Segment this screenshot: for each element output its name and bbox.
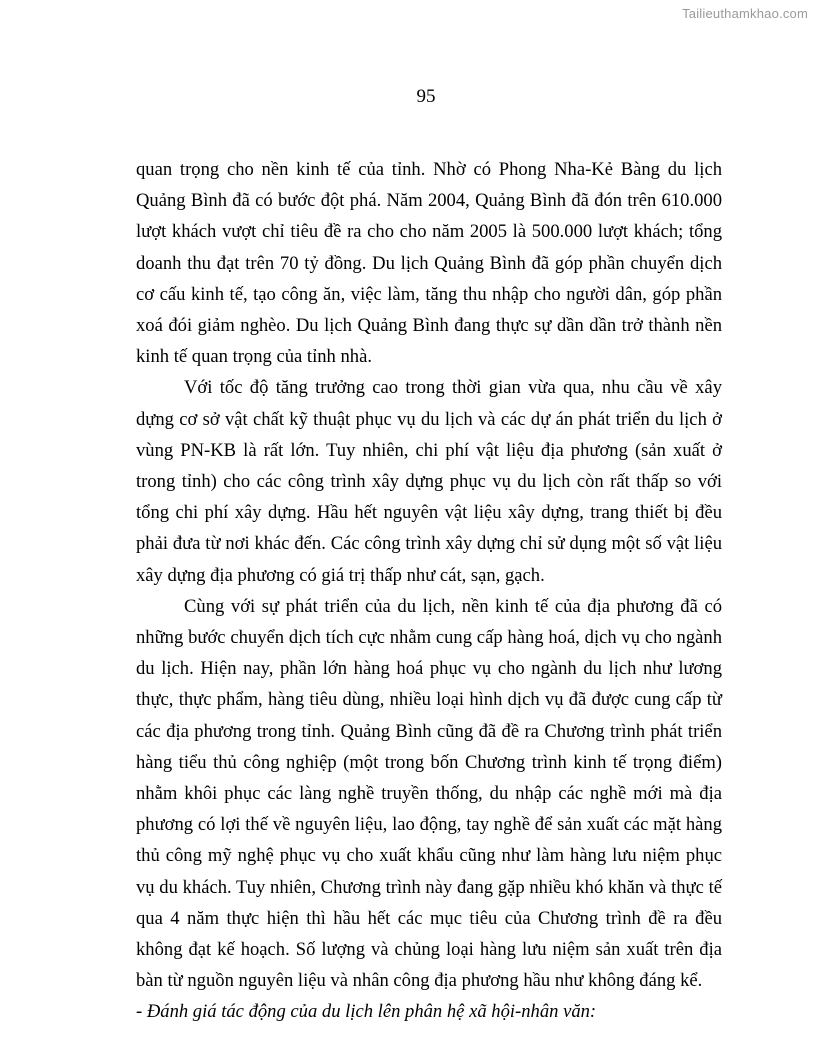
section-heading: - Đánh giá tác động của du lịch lên phân hệ xã hội-nhân văn: (136, 1001, 597, 1023)
page-number: 95 (416, 86, 436, 107)
body-text (136, 154, 722, 1028)
paragraph-3: Cùng với sự phát triển của du lịch, nền kinh tế của địa phương đã có những bước chuyển dịch tích cực nhằm cung cấp hàng hoá, dịch vụ cho ngành du lịch. Hiện nay, phần lớn hàng hoá phục vụ cho ngành du lịch như lương thực, thực phẩm, hàng tiêu dùng, nhiều loại hình dịch vụ đã được cung cấp từ các địa phương trong tỉnh. Quảng Bình cũng đã đề ra Chương trình phát triển hàng tiểu thủ công nghiệp (một trong bốn Chương trình kinh tế trọng điểm) nhằm khôi phục các làng nghề truyền thống, du nhập các nghề mới mà địa phương có lợi thế về nguyên liệu, lao động, tay nghề để sản xuất các mặt hàng thủ công mỹ nghệ phục vụ cho xuất khẩu cũng như làm hàng lưu niệm phục vụ du khách. Tuy nhiên, Chương trình này đang gặp nhiều khó khăn và thực tế qua 4 năm thực hiện thì hầu hết các mục tiêu của Chương trình đề ra đều không đạt kế hoạch. Số lượng và chủng loại hàng lưu niệm sản xuất trên địa bàn từ nguồn nguyên liệu và nhân công địa phương hầu như không đáng kể. (136, 595, 722, 992)
watermark-text: Tailieuthamkhao.com (682, 6, 808, 21)
paragraph-1: quan trọng cho nền kinh tế của tỉnh. Nhờ có Phong Nha-Kẻ Bàng du lịch Quảng Bình đã có bước đột phá. Năm 2004, Quảng Bình đã đón trên 610.000 lượt khách vượt chỉ tiêu đề ra cho cho năm 2005 là 500.000 lượt khách; tổng doanh thu đạt trên 70 tỷ đồng. Du lịch Quảng Bình đã góp phần chuyển dịch cơ cấu kinh tế, tạo công ăn, việc làm, tăng thu nhập cho người dân, góp phần xoá đói giảm nghèo. Du lịch Quảng Bình đang thực sự dần dần trở thành nền kinh tế quan trọng của tỉnh nhà. (136, 159, 722, 368)
paragraph-2: Với tốc độ tăng trưởng cao trong thời gian vừa qua, nhu cầu về xây dựng cơ sở vật chất kỹ thuật phục vụ du lịch và các dự án phát triển du lịch ở vùng PN-KB là rất lớn. Tuy nhiên, chi phí vật liệu địa phương (sản xuất ở trong tỉnh) cho các công trình xây dựng phục vụ du lịch còn rất thấp so với tổng chi phí xây dựng. Hầu hết nguyên vật liệu xây dựng, trang thiết bị đều phải đưa từ nơi khác đến. Các công trình xây dựng chỉ sử dụng một số vật liệu xây dựng địa phương có giá trị thấp như cát, sạn, gạch. (136, 377, 722, 586)
